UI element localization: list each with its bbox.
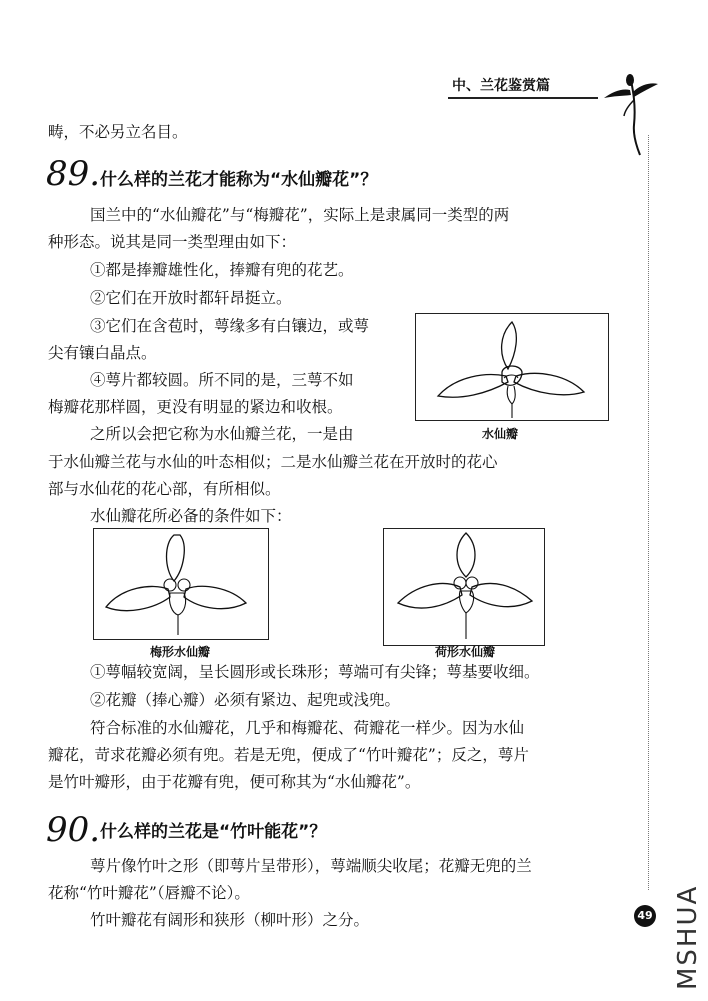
question-number: 90. bbox=[46, 810, 101, 850]
list-item: 梅瓣花那样圆，更没有明显的紧边和收根。 bbox=[48, 398, 343, 416]
paragraph-line: 瓣花，苛求花瓣必须有兜。若是无兜，便成了“竹叶瓣花”；反之，萼片 bbox=[48, 746, 529, 764]
orchid-figure-left bbox=[93, 528, 269, 640]
paragraph-line: 符合标准的水仙瓣花，几乎和梅瓣花、荷瓣花一样少。因为水仙 bbox=[90, 719, 525, 737]
list-item: ②花瓣（捧心瓣）必须有紧边、起兜或浅兜。 bbox=[90, 691, 401, 709]
lotus-narcissus-petal-icon bbox=[384, 529, 544, 645]
paragraph-line: 之所以会把它称为水仙瓣兰花，一是由 bbox=[90, 425, 354, 443]
list-item: ①萼幅较宽阔，呈长圆形或长珠形；萼端可有尖锋；萼基要收细。 bbox=[90, 663, 540, 681]
list-item: ②它们在开放时都轩昂挺立。 bbox=[90, 289, 292, 307]
paragraph-line: 种形态。说其是同一类型理由如下： bbox=[48, 233, 297, 251]
paragraph-line: 于水仙瓣兰花与水仙的叶态相似；二是水仙瓣兰花在开放时的花心 bbox=[48, 453, 498, 471]
figure-caption-left: 梅形水仙瓣 bbox=[149, 645, 210, 659]
page-number: 49 bbox=[634, 905, 656, 927]
intro-line: 畴，不必另立名目。 bbox=[48, 123, 188, 141]
paragraph-line: 萼片像竹叶之形（即萼片呈带形），萼端顺尖收尾；花瓣无兜的兰 bbox=[90, 857, 532, 875]
margin-dotted-line bbox=[648, 135, 649, 890]
list-item: ③它们在含苞时，萼缘多有白镶边，或萼 bbox=[90, 317, 370, 335]
paragraph-line: 水仙瓣花所必备的条件如下： bbox=[90, 507, 292, 525]
watermark: MSHUA bbox=[673, 884, 703, 990]
figure-caption-right: 荷形水仙瓣 bbox=[434, 645, 495, 659]
header-title: 中、兰花鉴赏篇 bbox=[452, 78, 550, 94]
paragraph-line: 部与水仙花的花心部，有所相似。 bbox=[48, 480, 281, 498]
question-number: 89. bbox=[46, 154, 101, 194]
question-title: 什么样的兰花是“竹叶能花”？ bbox=[100, 822, 327, 842]
orchid-figure-right bbox=[383, 528, 545, 646]
question-title: 什么样的兰花才能称为“水仙瓣花”？ bbox=[100, 170, 378, 190]
list-item: ④萼片都较圆。所不同的是，三萼不如 bbox=[90, 371, 354, 389]
figure-caption: 水仙瓣 bbox=[481, 427, 518, 441]
paragraph-line: 是竹叶瓣形，由于花瓣有兜，便可称其为“水仙瓣花”。 bbox=[48, 773, 421, 791]
paragraph-line: 国兰中的“水仙瓣花”与“梅瓣花”，实际上是隶属同一类型的两 bbox=[90, 206, 510, 224]
paragraph-line: 花称“竹叶瓣花”（唇瓣不论）。 bbox=[48, 884, 250, 902]
orchid-ornament-icon bbox=[600, 70, 660, 160]
orchid-figure bbox=[415, 313, 609, 421]
plum-narcissus-petal-icon bbox=[94, 529, 268, 639]
narcissus-petal-flower-icon bbox=[416, 314, 608, 420]
list-item: ①都是捧瓣雄性化，捧瓣有兜的花艺。 bbox=[90, 261, 354, 279]
list-item: 尖有镶白晶点。 bbox=[48, 344, 157, 362]
paragraph-line: 竹叶瓣花有阔形和狭形（柳叶形）之分。 bbox=[90, 911, 370, 929]
header-rule bbox=[448, 97, 598, 99]
